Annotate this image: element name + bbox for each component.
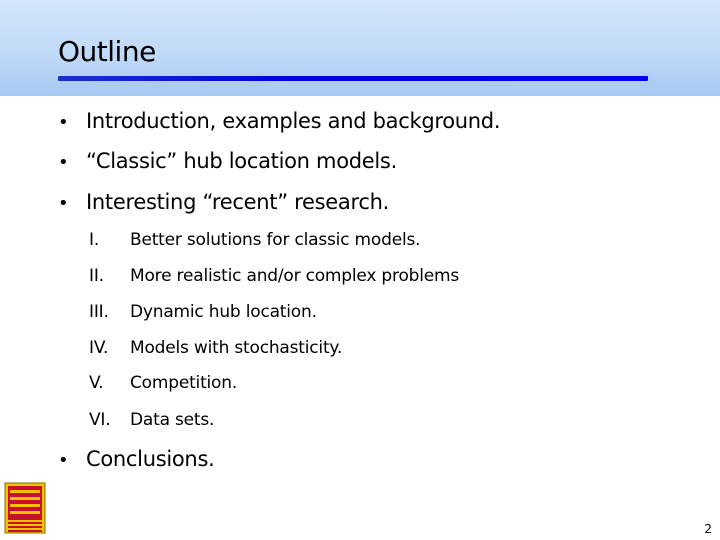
university-logo: [4, 482, 46, 534]
sub-item-text: Data sets.: [130, 410, 215, 430]
sub-item: [89, 265, 459, 287]
sub-item-number: III.: [89, 302, 109, 322]
bullet-text: Introduction, examples and background.: [86, 109, 501, 133]
bullet-marker: •: [58, 193, 69, 214]
title-underline: [58, 76, 648, 81]
sub-item: [89, 301, 317, 323]
sub-item: [89, 337, 342, 359]
bullet-text: Conclusions.: [86, 447, 215, 471]
bullet-marker: •: [58, 152, 69, 173]
sub-item-number: V.: [89, 373, 104, 393]
bullet-text: “Classic” hub location models.: [86, 149, 397, 173]
bullet-marker: •: [58, 450, 69, 471]
sub-item-number: I.: [89, 230, 100, 250]
sub-item-text: More realistic and/or complex problems: [130, 266, 460, 286]
sub-item: [89, 409, 214, 431]
university-logo-icon: [4, 482, 46, 534]
bullet-item: [58, 445, 214, 475]
bullet-text: Interesting “recent” research.: [86, 190, 389, 214]
sub-item-text: Competition.: [130, 373, 238, 393]
sub-item-number: IV.: [89, 338, 109, 358]
slide-title: Outline: [58, 35, 156, 68]
sub-item-number: II.: [89, 266, 104, 286]
slide-header: [0, 0, 720, 96]
bullet-item: [58, 107, 500, 137]
sub-item-number: VI.: [89, 410, 111, 430]
page-number: 2: [704, 522, 712, 536]
sub-item: [89, 229, 420, 251]
sub-item-text: Models with stochasticity.: [130, 338, 343, 358]
sub-item-text: Better solutions for classic models.: [130, 230, 421, 250]
bullet-marker: •: [58, 112, 69, 133]
sub-item: [89, 372, 237, 394]
bullet-item: [58, 147, 397, 177]
bullet-item: [58, 188, 389, 218]
sub-item-text: Dynamic hub location.: [130, 302, 317, 322]
